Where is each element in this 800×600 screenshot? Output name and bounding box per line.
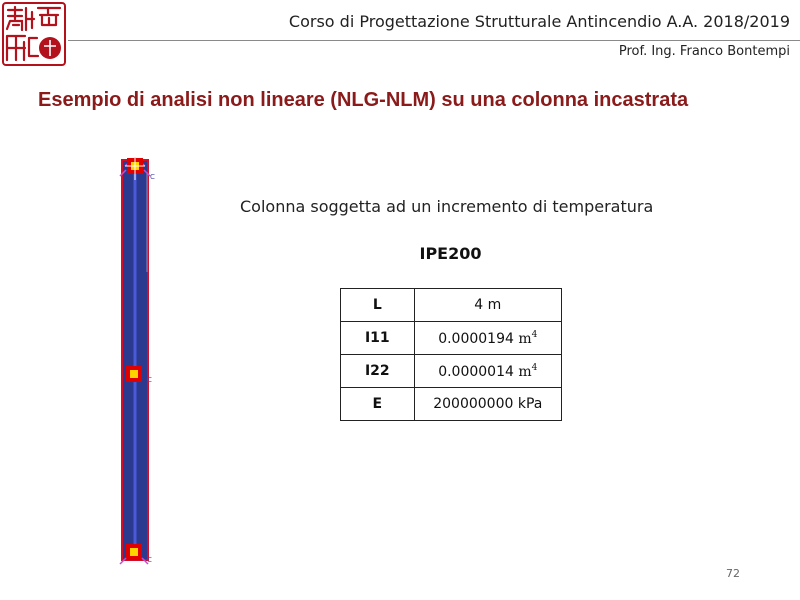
property-key: I11 xyxy=(341,322,415,355)
course-title: Corso di Progettazione Strutturale Antincendio A.A. 2018/2019 xyxy=(288,12,790,31)
mid-node-marker xyxy=(126,366,142,382)
property-key: I22 xyxy=(341,355,415,388)
property-unit: $m^4$ xyxy=(518,329,538,347)
page-number: 72 xyxy=(726,567,740,580)
property-key: E xyxy=(341,388,415,421)
section-name: IPE200 xyxy=(419,244,482,263)
table-row xyxy=(341,289,562,322)
property-value xyxy=(414,322,561,355)
seal-logo-icon xyxy=(2,2,66,66)
header-divider xyxy=(68,40,800,41)
property-number: 0.0000194 xyxy=(438,330,514,347)
slide-title: Esempio di analisi non lineare (NLG-NLM) su una colonna incastrata xyxy=(38,89,689,111)
node-label-mid: C xyxy=(147,376,152,384)
property-value: 200000000 kPa xyxy=(414,388,561,421)
node-label-bottom: C xyxy=(147,556,152,564)
property-value xyxy=(414,355,561,388)
author-name: Prof. Ing. Franco Bontempi xyxy=(618,44,790,59)
subtitle: Colonna soggetta ad un incremento di temperatura xyxy=(240,197,654,216)
node-label-top: C xyxy=(150,173,155,181)
table-row xyxy=(341,388,562,421)
property-unit: $m^4$ xyxy=(518,362,538,380)
property-key: L xyxy=(341,289,415,322)
properties-table xyxy=(340,288,562,421)
table-row xyxy=(341,322,562,355)
property-value: 4 m xyxy=(414,289,561,322)
table-row xyxy=(341,355,562,388)
property-number: 0.0000014 xyxy=(438,363,514,380)
column-model-figure xyxy=(116,152,160,568)
